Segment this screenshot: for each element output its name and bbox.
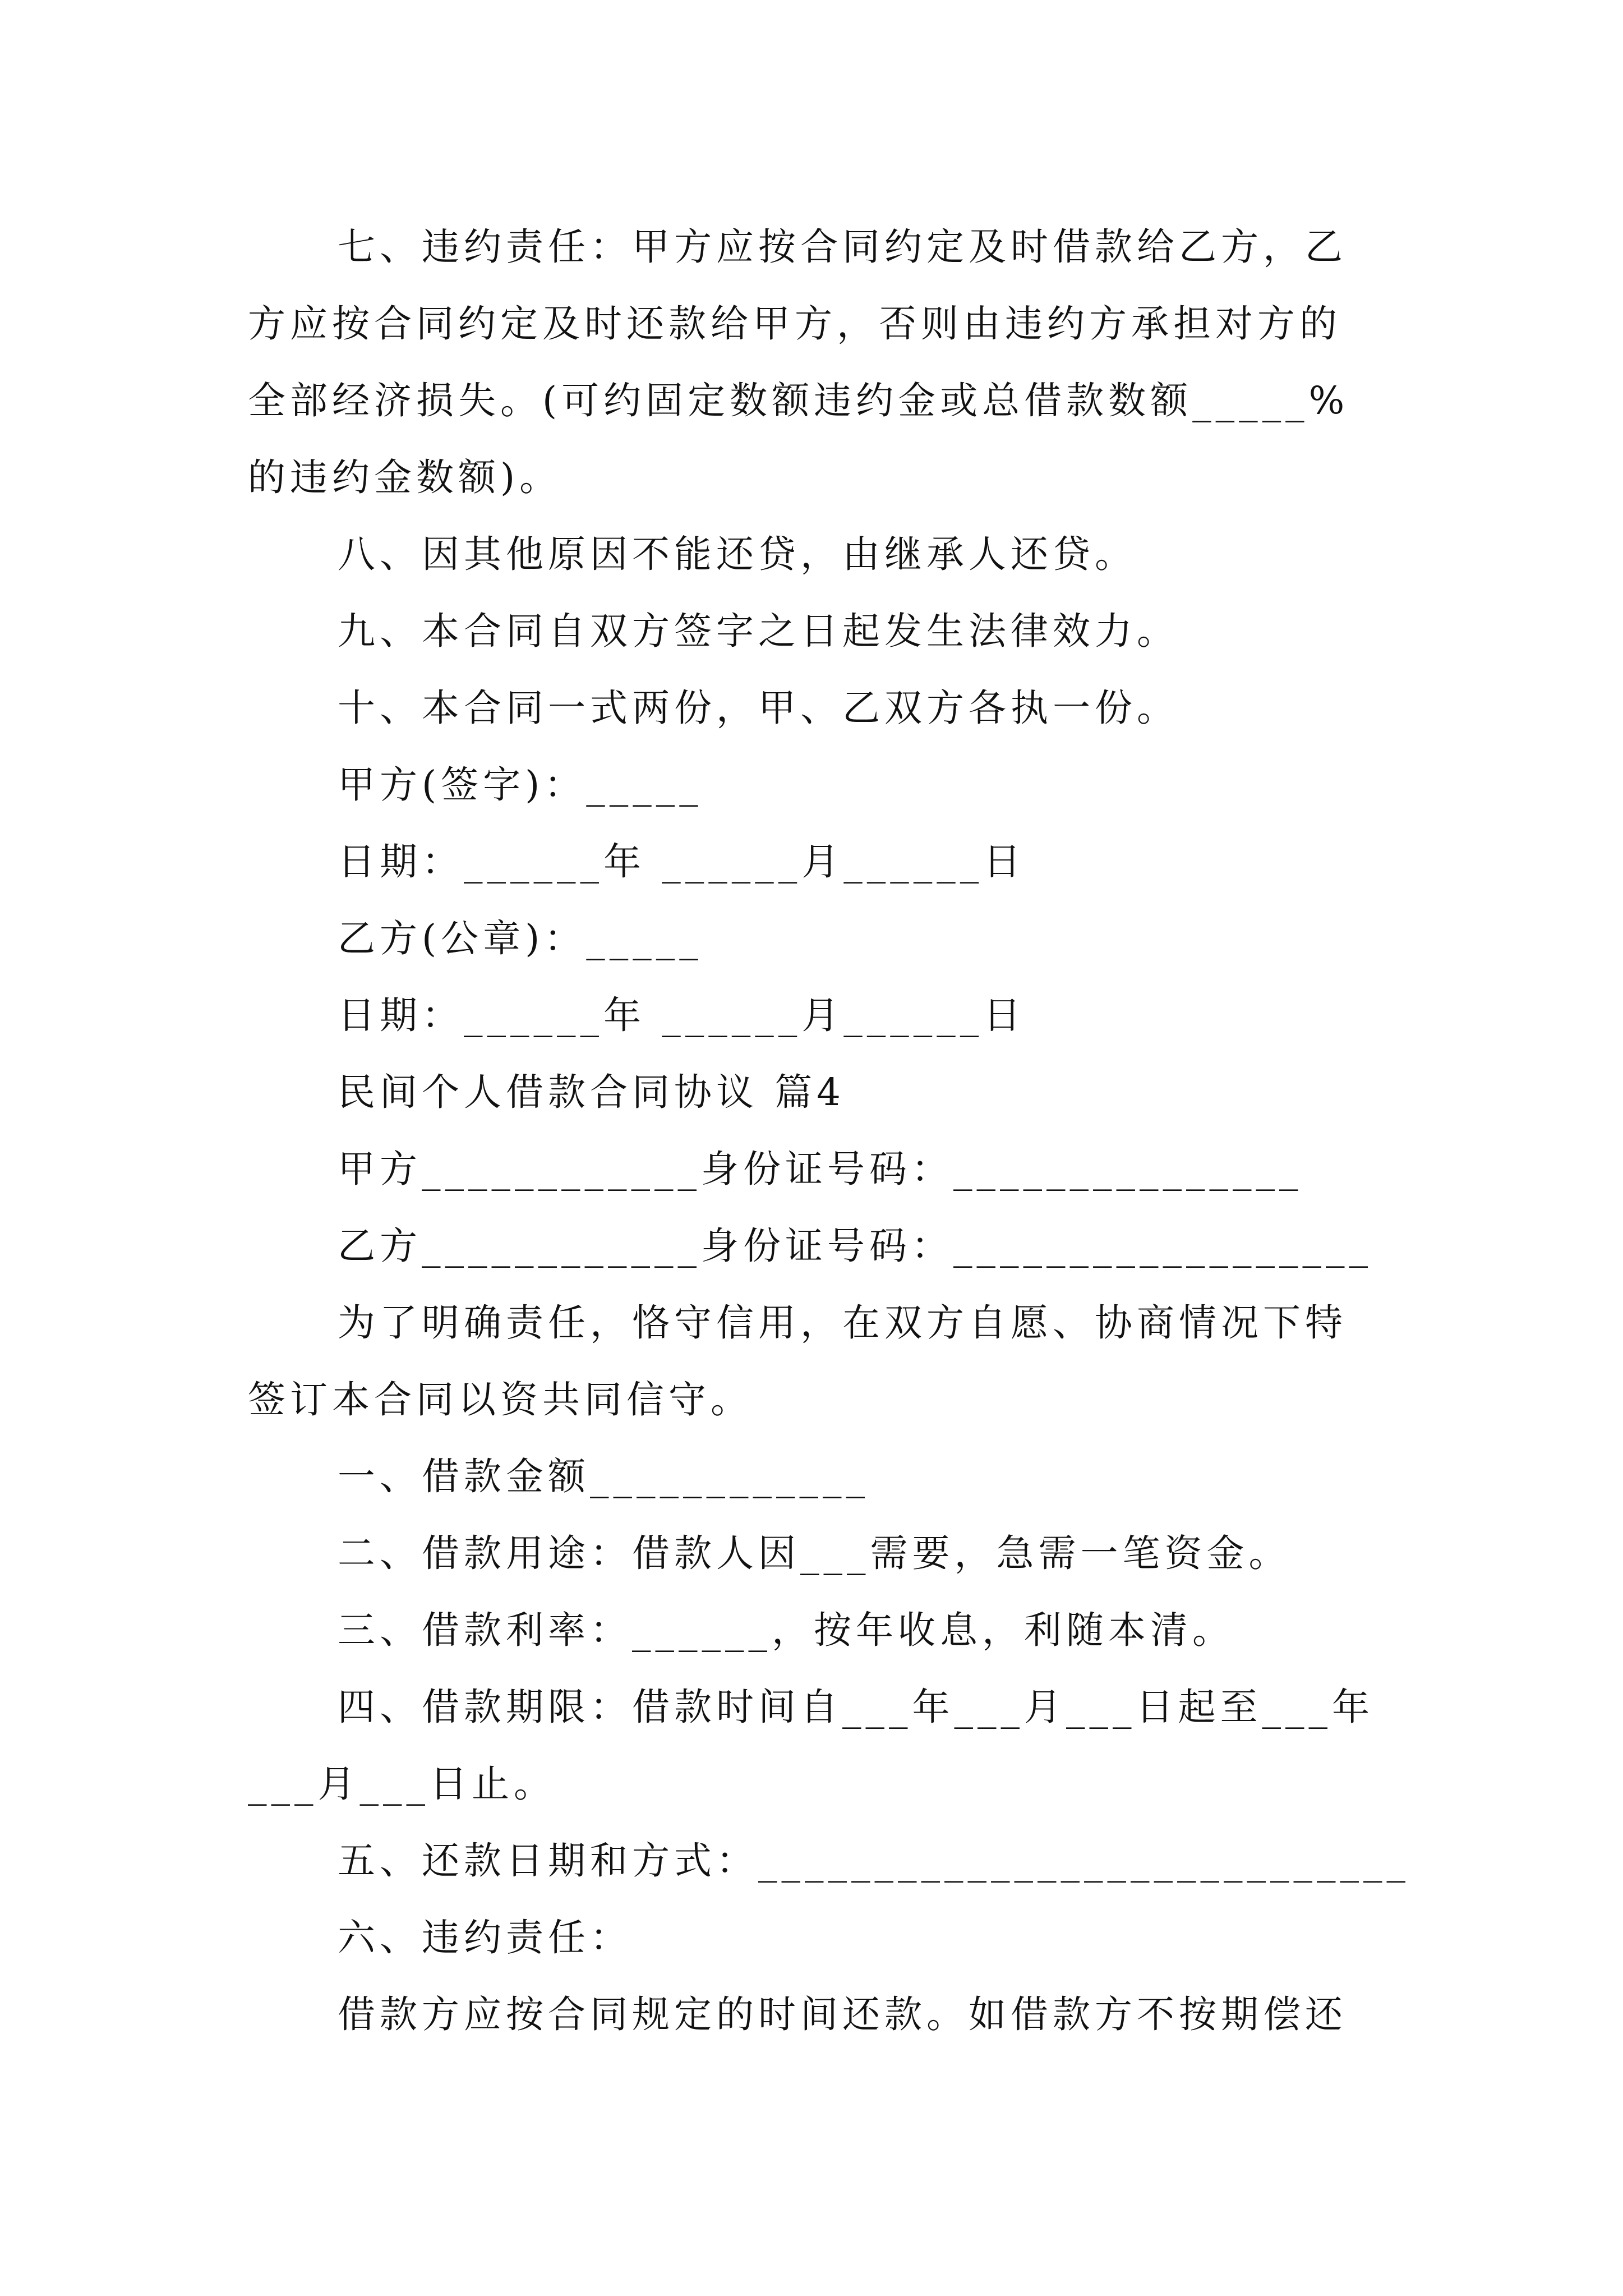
text-line: 为了明确责任，恪守信用，在双方自愿、协商情况下特 <box>338 1301 1347 1345</box>
clause-line: 三、借款利率：______，按年收息，利随本清。 <box>338 1608 1234 1652</box>
clause-line: 四、借款期限：借款时间自___年___月___日起至___年 <box>338 1685 1374 1729</box>
text-line: 七、违约责任：甲方应按合同约定及时借款给乙方，乙 <box>338 225 1347 269</box>
text-line: 方应按合同约定及时还款给甲方，否则由违约方承担对方的 <box>248 302 1341 346</box>
text-line: 的违约金数额)。 <box>248 455 562 499</box>
text-line: 全部经济损失。(可约固定数额违约金或总借款数额_____% <box>248 379 1349 422</box>
text-line: 借款方应按合同规定的时间还款。如借款方不按期偿还 <box>338 1993 1347 2036</box>
clause-line: 五、还款日期和方式：____________________________ <box>338 1839 1410 1883</box>
party-line: 乙方____________身份证号码：__________________ <box>338 1224 1372 1268</box>
date-line: 日期：______年 ______月______日 <box>338 993 1026 1037</box>
text-line: 签订本合同以资共同信守。 <box>248 1378 753 1421</box>
text-line: ___月___日止。 <box>248 1762 556 1806</box>
signature-line: 甲方(签字)：_____ <box>338 763 703 807</box>
text-line: 九、本合同自双方签字之日起发生法律效力。 <box>338 609 1179 653</box>
document-body <box>248 209 1410 2053</box>
section-title: 民间个人借款合同协议 篇4 <box>338 1070 845 1114</box>
clause-line: 一、借款金额____________ <box>338 1455 869 1498</box>
text-line: 八、因其他原因不能还贷，由继承人还贷。 <box>338 532 1137 576</box>
clause-line: 二、借款用途：借款人因___需要，急需一笔资金。 <box>338 1531 1291 1575</box>
date-line: 日期：______年 ______月______日 <box>338 840 1026 884</box>
signature-line: 乙方(公章)：_____ <box>338 917 703 960</box>
clause-line: 六、违约责任： <box>338 1916 632 1959</box>
party-line: 甲方____________身份证号码：_______________ <box>338 1147 1303 1191</box>
text-line: 十、本合同一式两份，甲、乙双方各执一份。 <box>338 686 1179 730</box>
